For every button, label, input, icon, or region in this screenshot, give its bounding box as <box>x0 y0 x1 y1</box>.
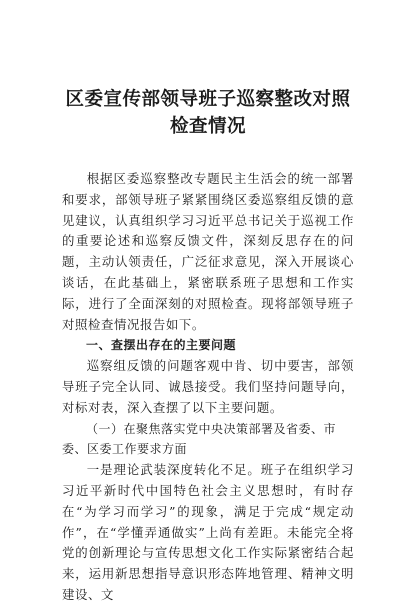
subsection-1-paragraph: 一是理论武装深度转化不足。班子在组织学习习近平新时代中国特色社会主义思想时，有时存在“为学习而学习”的现象，满足于完成“规定动作”，在“学懂弄通做实”上尚有差距。未能完全将党的创新理论与宣传思想文化工作实际紧密结合起来，运用新思想指导意识形态阵地管理、精神文明建设、文 <box>62 462 354 602</box>
subsection-heading-1: （一）在聚焦落实党中央决策部署及省委、市委、区委工作要求方面 <box>62 421 337 457</box>
section-heading-1: 一、查摆出存在的主要问题 <box>86 338 237 353</box>
intro-paragraph: 根据区委巡察整改专题民主生活会的统一部署和要求，部领导班子紧紧围绕区委巡察组反馈的意见建议，认真组织学习习近平总书记关于巡视工作的重要论述和巡察反馈文件，深刻反思存在的问题，主动认领责任，广泛征求意见，深入开展谈心谈话，在此基础上，紧密联系班子思想和工作实际，进行了全面深刻的对照检查。现将部领导班子对照检查情况报告如下。 <box>62 171 354 332</box>
document-body <box>62 169 354 606</box>
document-title: 区委宣传部领导班子巡察整改对照检查情况 <box>65 89 351 137</box>
section-1-paragraph: 巡察组反馈的问题客观中肯、切中要害，部领导班子完全认同、诚恳接受。我们坚持问题导向，对标对表，深入查摆了以下主要问题。 <box>62 358 354 415</box>
